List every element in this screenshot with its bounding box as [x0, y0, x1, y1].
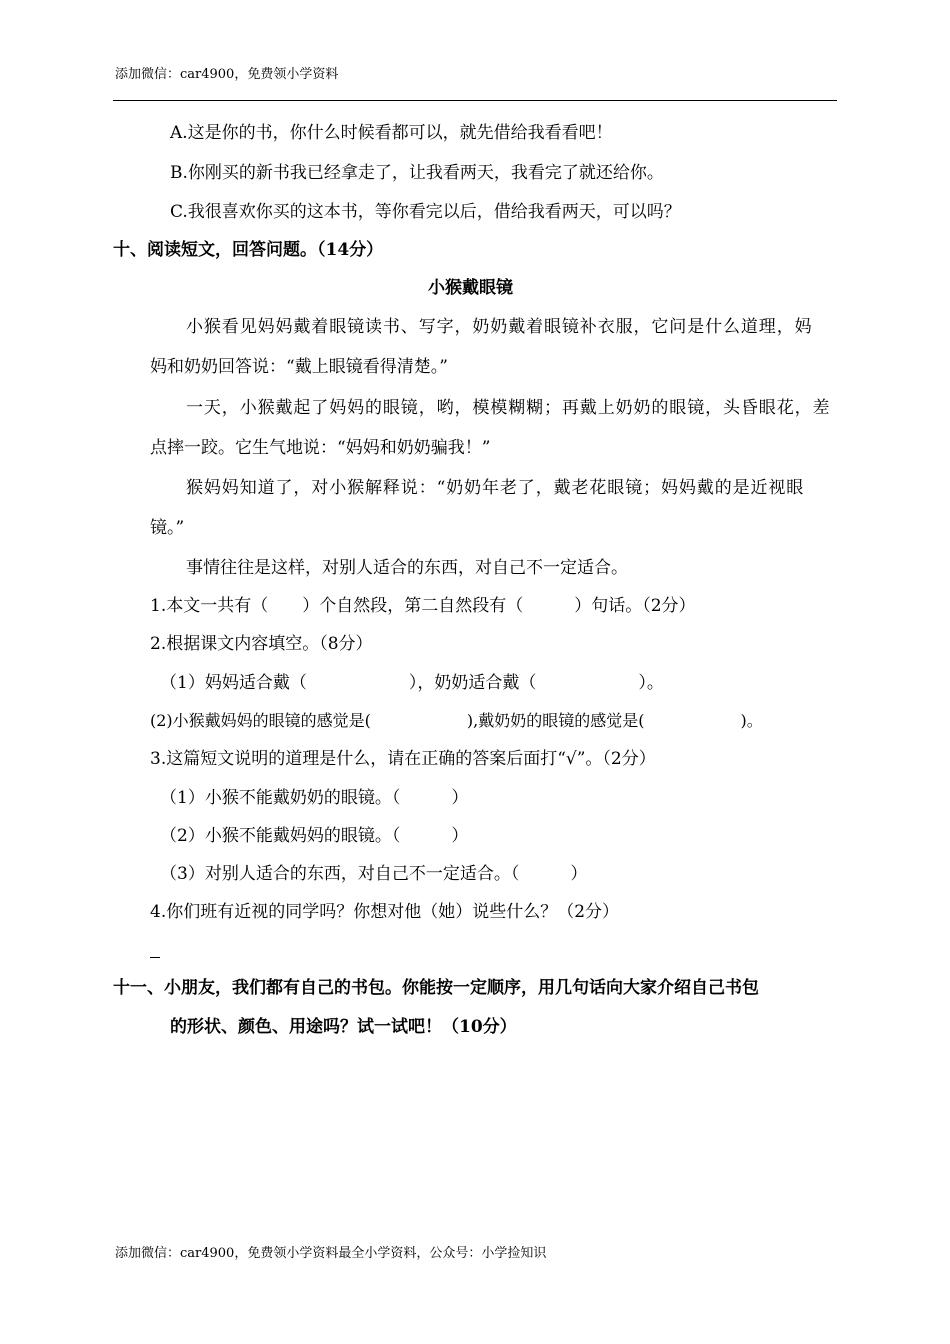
option-a: A.这是你的书，你什么时候看都可以，就先借给我看看吧！ — [170, 123, 613, 143]
section-11-line-1: 十一、小朋友，我们都有自己的书包。你能按一定顺序，用几句话向大家介绍自己书包 — [113, 978, 759, 998]
question-3-option-3: （3）对别人适合的东西，对自己不一定适合。（ ） — [160, 864, 588, 884]
paragraph-3-line-1: 猴妈妈知道了，对小猴解释说：“奶奶年老了，戴老花眼镜；妈妈戴的是近视眼 — [186, 478, 805, 498]
question-3: 3.这篇短文说明的道理是什么，请在正确的答案后面打“√”。（2分） — [150, 749, 656, 769]
question-3-option-2: （2）小猴不能戴妈妈的眼镜。（ ） — [160, 826, 469, 846]
passage-title: 小猴戴眼镜 — [428, 278, 513, 298]
question-1: 1.本文一共有（ ）个自然段，第二自然段有（ ）句话。（2分） — [150, 596, 696, 616]
question-2-part-2: (2)小猴戴妈妈的眼镜的感觉是( ),戴奶奶的眼镜的感觉是( )。 — [150, 711, 763, 730]
page-footer: 添加微信：car4900，免费领小学资料最全小学资料，公众号：小学捡知识 — [115, 1246, 547, 1261]
answer-line-mark — [150, 957, 160, 958]
question-3-option-1: （1）小猴不能戴奶奶的眼镜。（ ） — [160, 788, 469, 808]
paragraph-1-line-1: 小猴看见妈妈戴着眼镜读书、写字，奶奶戴着眼镜补衣服，它问是什么道理，妈 — [186, 317, 813, 337]
paragraph-2-line-1: 一天，小猴戴起了妈妈的眼镜，哟，模模糊糊；再戴上奶奶的眼镜，头昏眼花，差 — [186, 398, 831, 418]
page-header: 添加微信：car4900，免费领小学资料 — [115, 67, 339, 82]
paragraph-1-line-2: 妈和奶奶回答说：“戴上眼镜看得清楚。” — [150, 357, 448, 377]
section-11-line-2: 的形状、颜色、用途吗？试一试吧！（10分） — [170, 1017, 517, 1037]
paragraph-4: 事情往往是这样，对别人适合的东西，对自己不一定适合。 — [186, 558, 628, 578]
option-c: C.我很喜欢你买的这本书，等你看完以后，借给我看两天，可以吗？ — [170, 202, 681, 222]
question-2: 2.根据课文内容填空。（8分） — [150, 634, 373, 654]
section-10-heading: 十、阅读短文，回答问题。（14分） — [113, 240, 384, 260]
header-divider — [113, 100, 837, 101]
paragraph-3-line-2: 镜。” — [150, 518, 185, 538]
question-4: 4.你们班有近视的同学吗？你想对他（她）说些什么？（2分） — [150, 902, 620, 922]
paragraph-2-line-2: 点摔一跤。它生气地说：“妈妈和奶奶骗我！” — [150, 438, 491, 458]
option-b: B.你刚买的新书我已经拿走了，让我看两天，我看完了就还给你。 — [170, 163, 664, 183]
question-2-part-1: （1）妈妈适合戴（ ），奶奶适合戴（ ）。 — [160, 673, 664, 693]
